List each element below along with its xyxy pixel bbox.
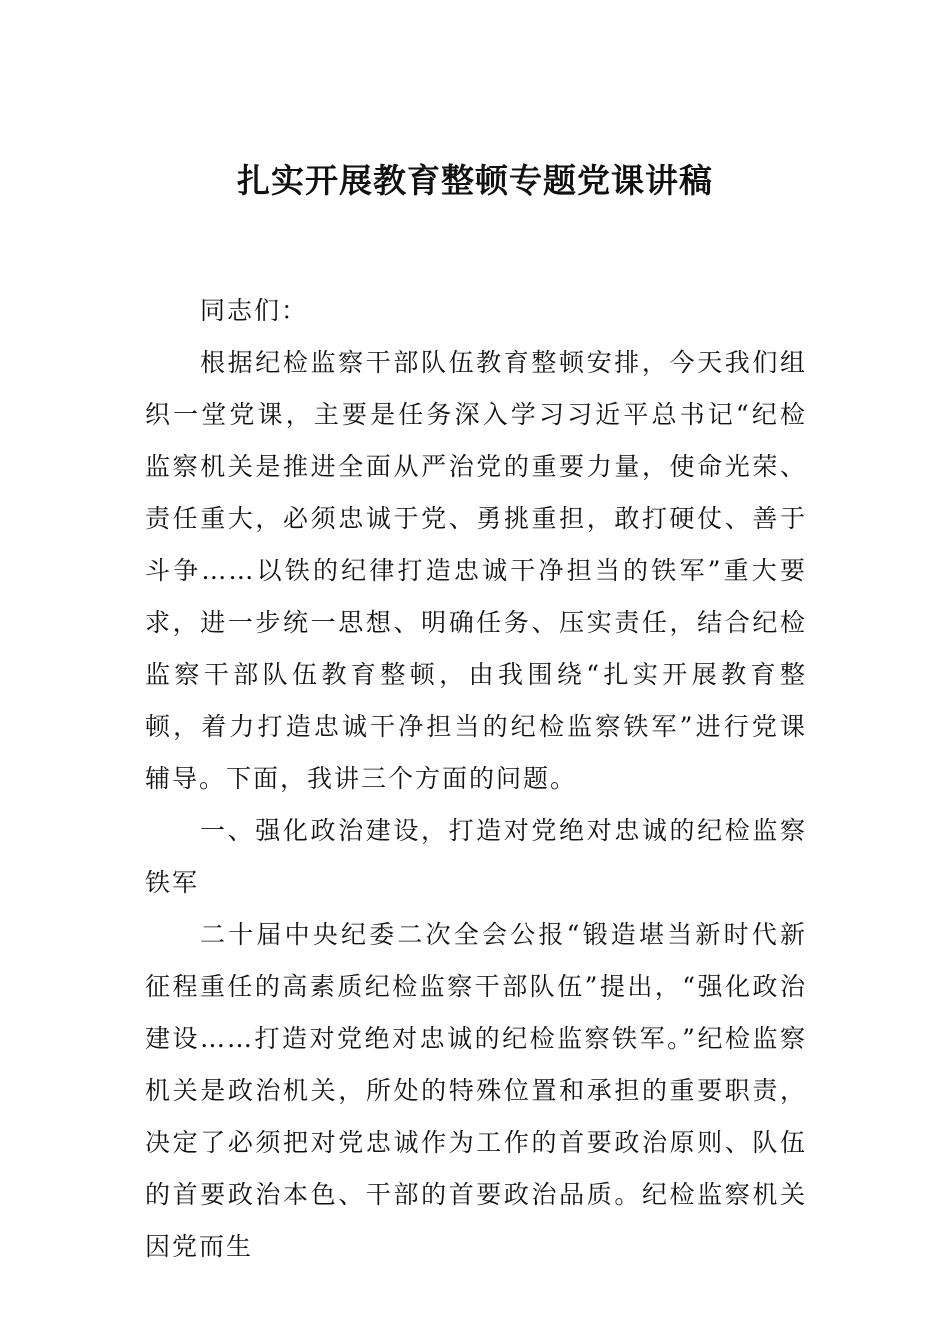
- salutation-paragraph: 同志们：: [200, 296, 309, 325]
- document-title: 扎实开展教育整顿专题党课讲稿: [237, 161, 713, 200]
- document-body: [145, 285, 807, 1273]
- body-paragraph: 二十届中央纪委二次全会公报“锻造堪当新时代新征程重任的高素质纪检监察干部队伍”提出，“强化政治建设……打造对党绝对忠诚的纪检监察铁军。”纪检监察机关是政治机关，所处的特殊位置和承担的重要职责，决定了必须把对党忠诚作为工作的首要政治原则、队伍的首要政治本色、干部的首要政治品质。纪检监察机关因党而生: [145, 920, 807, 1261]
- intro-paragraph: 根据纪检监察干部队伍教育整顿安排，今天我们组织一堂党课，主要是任务深入学习习近平总书记“纪检监察机关是推进全面从严治党的重要力量，使命光荣、责任重大，必须忠诚于党、勇挑重担，敢打硬仗、善于斗争……以铁的纪律打造忠诚干净担当的铁军”重大要求，进一步统一思想、明确任务、压实责任，结合纪检监察干部队伍教育整顿，由我围绕“扎实开展教育整顿，着力打造忠诚干净担当的纪检监察铁军”进行党课辅导。下面，我讲三个方面的问题。: [145, 348, 807, 793]
- section-heading: 一、强化政治建设，打造对党绝对忠诚的纪检监察铁军: [145, 816, 807, 897]
